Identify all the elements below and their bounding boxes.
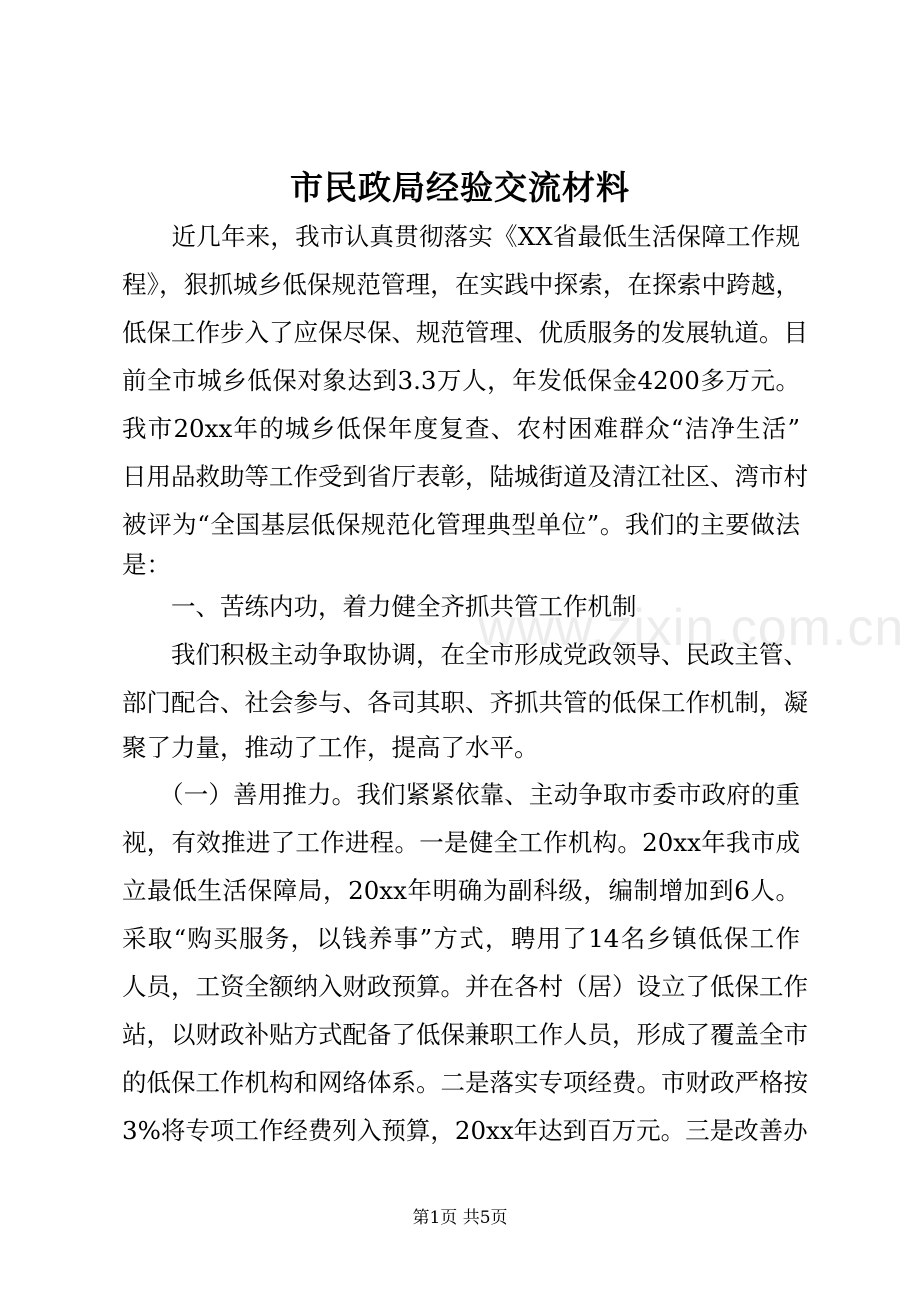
body-line: 我市20xx年的城乡低保年度复查、农村困难群众“洁净生活” [122, 414, 800, 443]
body-line: 视，有效推进了工作进程。一是健全工作机构。20xx年我市成 [122, 828, 800, 857]
body-line: 我们积极主动争取协调，在全市形成党政领导、民政主管、 [122, 640, 808, 669]
body-line: 人员，工资全额纳入财政预算。并在各村（居）设立了低保工作 [122, 972, 808, 1001]
body-line: 被评为“全国基层低保规范化管理典型单位”。我们的主要做法 [122, 510, 800, 539]
document-title: 市民政局经验交流材料 [290, 168, 630, 207]
body-line: 前全市城乡低保对象达到3.3万人，年发低保金4200多万元。 [122, 366, 800, 395]
body-line: 近几年来，我市认真贯彻落实《XX省最低生活保障工作规 [122, 222, 800, 251]
watermark: www.zixin.com.cn [478, 599, 905, 657]
body-line: 是： [122, 550, 171, 579]
body-line: 站，以财政补贴方式配备了低保兼职工作人员，形成了覆盖全市 [122, 1020, 808, 1049]
body-line: 聚了力量，推动了工作，提高了水平。 [122, 733, 539, 762]
body-line: 3%将专项工作经费列入预算，20xx年达到百万元。三是改善办 [122, 1116, 808, 1145]
body-line: （一）善用推力。我们紧紧依靠、主动争取市委市政府的重 [122, 780, 800, 809]
body-line: 程》，狠抓城乡低保规范管理，在实践中探索，在探索中跨越， [122, 270, 800, 299]
body-line: 采取“购买服务，以钱养事”方式，聘用了14名乡镇低保工作 [122, 924, 800, 953]
body-line: 立最低生活保障局，20xx年明确为副科级，编制增加到6人。 [122, 876, 800, 905]
body-line: 日用品救助等工作受到省厅表彰，陆城街道及清江社区、湾市村 [122, 462, 808, 491]
body-line: 低保工作步入了应保尽保、规范管理、优质服务的发展轨道。目 [122, 318, 808, 347]
body-line: 的低保工作机构和网络体系。二是落实专项经费。市财政严格按 [122, 1068, 808, 1097]
page-footer: 第1页 共5页 [412, 1208, 508, 1228]
section-heading: 一、苦练内功，着力健全齐抓共管工作机制 [122, 592, 637, 621]
body-line: 部门配合、社会参与、各司其职、齐抓共管的低保工作机制，凝 [122, 688, 808, 717]
